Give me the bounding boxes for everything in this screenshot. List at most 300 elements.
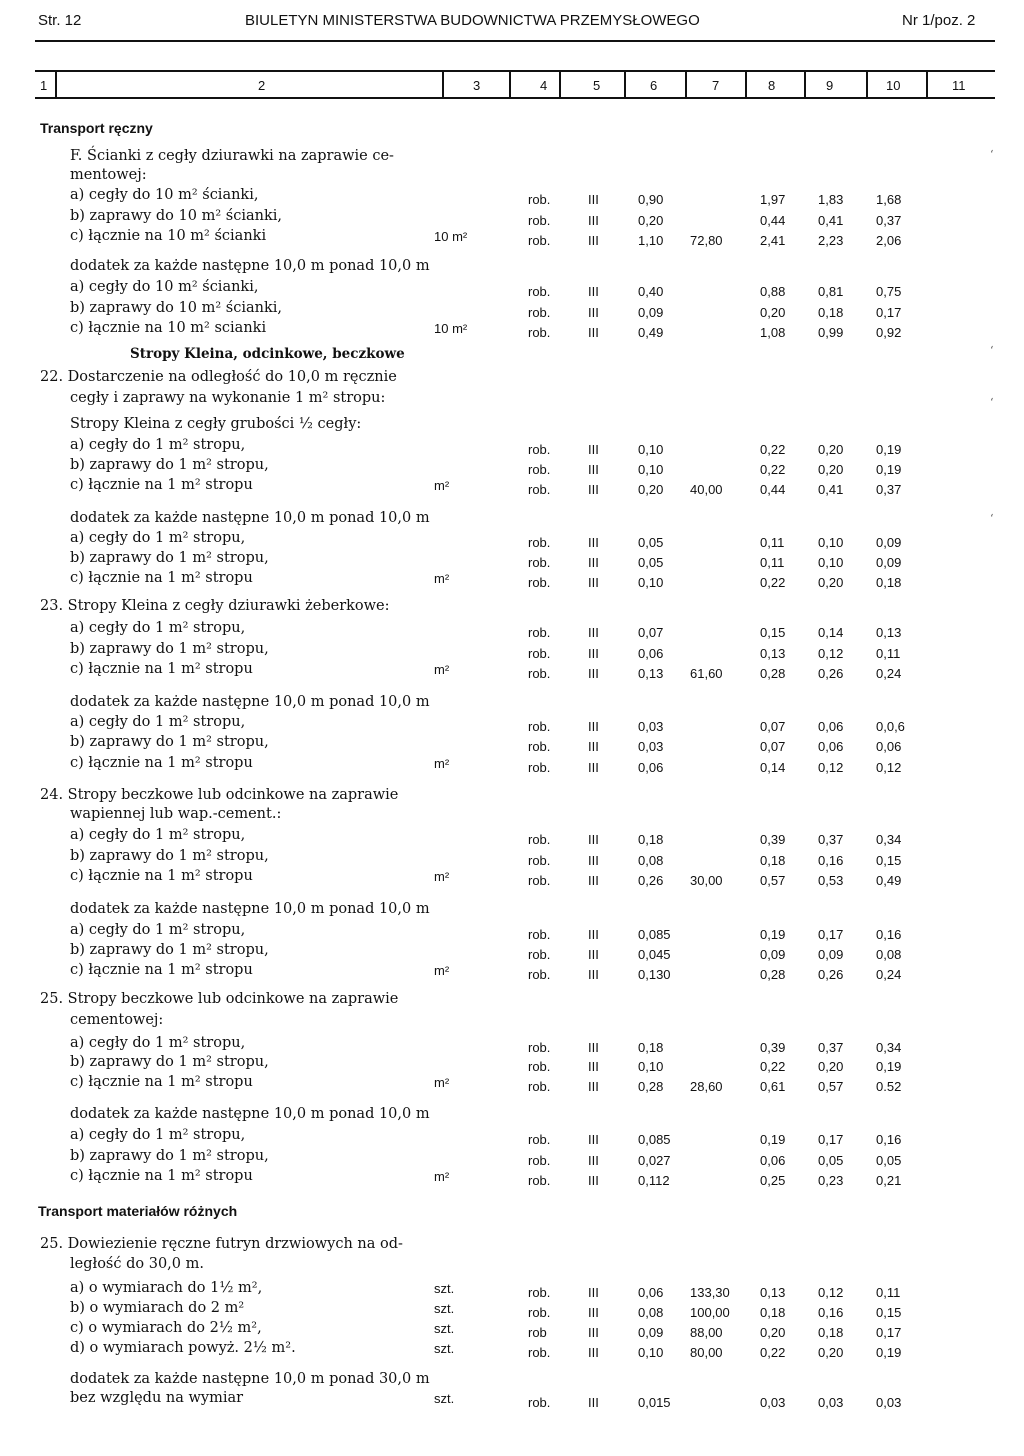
- cell-c7: 0,08: [638, 853, 664, 868]
- cell-c9: 0,03: [760, 1395, 786, 1410]
- cell-c7: 0,08: [638, 1305, 664, 1320]
- margin-mark: ʻ: [990, 344, 994, 357]
- section-transport-materialow: Transport materiałów różnych: [38, 1203, 238, 1219]
- cell-c9: 1,08: [760, 325, 786, 340]
- cell-c11: 0,92: [876, 325, 902, 340]
- cell-c6: III: [588, 233, 599, 248]
- row-label: c) łącznie na 1 m² stropu: [70, 868, 253, 884]
- cell-c4: m²: [434, 869, 450, 884]
- cell-c4: m²: [434, 1169, 450, 1184]
- row-label: c) łącznie na 10 m² ścianki: [70, 228, 267, 244]
- cell-c6: III: [588, 1040, 599, 1055]
- cell-c11: 0,09: [876, 535, 902, 550]
- page-header: [0, 0, 1024, 40]
- row-label: cementowej:: [70, 1012, 164, 1028]
- cell-c7: 0,06: [638, 1285, 664, 1300]
- subsection-kleina: Stropy Kleina, odcinkowe, beczkowe: [130, 346, 405, 362]
- cell-c10: 0,10: [818, 555, 844, 570]
- row-label: c) łącznie na 1 m² stropu: [70, 477, 253, 493]
- row-label: Stropy Kleina z cegły grubości ½ cegły:: [70, 416, 362, 432]
- section-transport-reczny: Transport ręczny: [40, 120, 153, 136]
- cell-c6: III: [588, 555, 599, 570]
- cell-c10: 0,37: [818, 1040, 844, 1055]
- cell-c11: 0,11: [876, 1285, 901, 1300]
- cell-c8: 40,00: [690, 482, 723, 497]
- cell-c5: rob.: [528, 625, 551, 640]
- row-label: c) łącznie na 1 m² stropu: [70, 1168, 253, 1184]
- cell-c7: 0,085: [638, 927, 671, 942]
- cell-c8: 88,00: [690, 1325, 723, 1340]
- cell-c4: m²: [434, 478, 450, 493]
- cell-c5: rob.: [528, 555, 551, 570]
- cell-c8: 61,60: [690, 666, 723, 681]
- cell-c9: 0,28: [760, 967, 786, 982]
- row-label: a) cegły do 1 m² stropu,: [70, 437, 246, 453]
- cell-c10: 0,53: [818, 873, 844, 888]
- row-label: c) o wymiarach do 2½ m²,: [70, 1320, 262, 1336]
- cell-c6: III: [588, 853, 599, 868]
- cell-c5: rob.: [528, 1059, 551, 1074]
- row-label: b) zaprawy do 1 m² stropu,: [70, 734, 269, 750]
- column-header-5: 5: [593, 78, 601, 93]
- cell-c7: 0,10: [638, 1059, 664, 1074]
- cell-c11: 0,08: [876, 947, 902, 962]
- row-label: a) cegły do 1 m² stropu,: [70, 922, 246, 938]
- cell-c7: 0,027: [638, 1153, 671, 1168]
- cell-c6: III: [588, 535, 599, 550]
- cell-c9: 0,44: [760, 482, 786, 497]
- cell-c11: 0,03: [876, 1395, 902, 1410]
- cell-c11: 0,11: [876, 646, 901, 661]
- row-label: dodatek za każde następne 10,0 m ponad 10,0 m: [70, 510, 430, 526]
- row-label: dodatek za każde następne 10,0 m ponad 10,0 m: [70, 1106, 430, 1122]
- cell-c11: 0,37: [876, 482, 902, 497]
- cell-c9: 0,22: [760, 1059, 786, 1074]
- cell-c4: szt.: [434, 1301, 455, 1316]
- cell-c9: 0,11: [760, 535, 785, 550]
- row-label: b) zaprawy do 10 m² ścianki,: [70, 300, 282, 316]
- column-separator: [804, 72, 806, 98]
- cell-c10: 0,18: [818, 1325, 844, 1340]
- cell-c5: rob.: [528, 1132, 551, 1147]
- cell-c6: III: [588, 575, 599, 590]
- column-header-4: 4: [540, 78, 548, 93]
- cell-c11: 0,09: [876, 555, 902, 570]
- cell-c10: 0,05: [818, 1153, 844, 1168]
- row-label: a) cegły do 10 m² ścianki,: [70, 187, 259, 203]
- cell-c6: III: [588, 213, 599, 228]
- margin-mark: ʻ: [990, 148, 994, 161]
- cell-c5: rob.: [528, 1285, 551, 1300]
- cell-c7: 0,10: [638, 1345, 664, 1360]
- cell-c6: III: [588, 1285, 599, 1300]
- cell-c7: 1,10: [638, 233, 664, 248]
- cell-c7: 0,20: [638, 482, 664, 497]
- cell-c11: 0,13: [876, 625, 902, 640]
- cell-c5: rob.: [528, 575, 551, 590]
- cell-c10: 0,41: [818, 213, 844, 228]
- cell-c11: 0,34: [876, 832, 902, 847]
- cell-c10: 0,12: [818, 1285, 844, 1300]
- row-label: b) zaprawy do 1 m² stropu,: [70, 1148, 269, 1164]
- cell-c10: 0,20: [818, 1345, 844, 1360]
- cell-c7: 0,09: [638, 1325, 664, 1340]
- cell-c6: III: [588, 625, 599, 640]
- row-label: c) łącznie na 1 m² stropu: [70, 962, 253, 978]
- column-separator: [559, 72, 561, 98]
- row-label: a) cegły do 1 m² stropu,: [70, 1127, 246, 1143]
- cell-c5: rob.: [528, 666, 551, 681]
- column-header-3: 3: [473, 78, 481, 93]
- cell-c11: 0,15: [876, 853, 902, 868]
- column-separator: [509, 72, 511, 98]
- row-label: a) cegły do 1 m² stropu,: [70, 827, 246, 843]
- cell-c5: rob.: [528, 1153, 551, 1168]
- cell-c6: III: [588, 462, 599, 477]
- cell-c10: 0,17: [818, 1132, 844, 1147]
- cell-c7: 0,112: [638, 1173, 670, 1188]
- cell-c10: 0,18: [818, 305, 844, 320]
- cell-c10: 0,81: [818, 284, 844, 299]
- cell-c7: 0,085: [638, 1132, 671, 1147]
- cell-c9: 0,19: [760, 1132, 786, 1147]
- cell-c6: III: [588, 1305, 599, 1320]
- cell-c11: 0,05: [876, 1153, 902, 1168]
- cell-c4: szt.: [434, 1341, 455, 1356]
- cell-c7: 0,015: [638, 1395, 671, 1410]
- column-header-2: 2: [258, 78, 266, 93]
- cell-c8: 72,80: [690, 233, 723, 248]
- cell-c4: m²: [434, 756, 450, 771]
- cell-c7: 0,03: [638, 739, 664, 754]
- row-label: mentowej:: [70, 167, 147, 183]
- cell-c10: 1,83: [818, 192, 844, 207]
- cell-c7: 0,28: [638, 1079, 664, 1094]
- cell-c6: III: [588, 967, 599, 982]
- cell-c7: 0,10: [638, 442, 664, 457]
- cell-c7: 0,06: [638, 646, 664, 661]
- row-label: wapiennej lub wap.-cement.:: [70, 806, 282, 822]
- cell-c5: rob.: [528, 739, 551, 754]
- cell-c7: 0,13: [638, 666, 664, 681]
- cell-c5: rob.: [528, 853, 551, 868]
- cell-c5: rob.: [528, 233, 551, 248]
- row-label: b) zaprawy do 1 m² stropu,: [70, 641, 269, 657]
- cell-c9: 0,57: [760, 873, 786, 888]
- row-label: 23. Stropy Kleina z cegły dziurawki żeberkowe:: [40, 598, 390, 614]
- cell-c4: m²: [434, 571, 450, 586]
- cell-c9: 0,07: [760, 739, 786, 754]
- cell-c11: 0,19: [876, 1059, 902, 1074]
- cell-c9: 0,09: [760, 947, 786, 962]
- cell-c7: 0,90: [638, 192, 664, 207]
- column-separator: [442, 72, 444, 98]
- row-label: a) cegły do 10 m² ścianki,: [70, 279, 259, 295]
- cell-c4: szt.: [434, 1391, 455, 1406]
- cell-c8: 100,00: [690, 1305, 730, 1320]
- row-label: c) łącznie na 1 m² stropu: [70, 1074, 253, 1090]
- row-label: a) cegły do 1 m² stropu,: [70, 530, 246, 546]
- cell-c10: 0,06: [818, 719, 844, 734]
- cell-c8: 30,00: [690, 873, 723, 888]
- cell-c5: rob.: [528, 967, 551, 982]
- cell-c11: 0,17: [876, 305, 902, 320]
- cell-c6: III: [588, 325, 599, 340]
- cell-c11: 0,19: [876, 442, 902, 457]
- cell-c10: 0,26: [818, 666, 844, 681]
- cell-c9: 0,22: [760, 462, 786, 477]
- cell-c5: rob.: [528, 832, 551, 847]
- cell-c6: III: [588, 1153, 599, 1168]
- cell-c5: rob.: [528, 760, 551, 775]
- cell-c5: rob.: [528, 462, 551, 477]
- cell-c9: 0,20: [760, 1325, 786, 1340]
- cell-c4: szt.: [434, 1321, 455, 1336]
- cell-c11: 0,16: [876, 1132, 902, 1147]
- cell-c4: m²: [434, 662, 450, 677]
- row-label: a) cegły do 1 m² stropu,: [70, 714, 246, 730]
- cell-c6: III: [588, 927, 599, 942]
- column-separator: [745, 72, 747, 98]
- cell-c7: 0,10: [638, 462, 664, 477]
- cell-c11: 0,06: [876, 739, 902, 754]
- cell-c7: 0,130: [638, 967, 671, 982]
- cell-c9: 0,28: [760, 666, 786, 681]
- cell-c5: rob.: [528, 482, 551, 497]
- cell-c7: 0,20: [638, 213, 664, 228]
- cell-c11: 0,24: [876, 967, 902, 982]
- cell-c10: 0,37: [818, 832, 844, 847]
- cell-c6: III: [588, 442, 599, 457]
- cell-c5: rob.: [528, 947, 551, 962]
- cell-c10: 0,23: [818, 1173, 844, 1188]
- cell-c7: 0,40: [638, 284, 664, 299]
- column-separator: [624, 72, 626, 98]
- cell-c11: 0,21: [876, 1173, 902, 1188]
- cell-c9: 0,22: [760, 1345, 786, 1360]
- cell-c10: 0,41: [818, 482, 844, 497]
- cell-c9: 0,22: [760, 442, 786, 457]
- column-header-7: 7: [712, 78, 720, 93]
- cell-c5: rob.: [528, 535, 551, 550]
- cell-c6: III: [588, 719, 599, 734]
- column-header-11: 11: [952, 78, 966, 93]
- cell-c7: 0,07: [638, 625, 664, 640]
- journal-title: BIULETYN MINISTERSTWA BUDOWNICTWA PRZEMYSŁOWEGO: [245, 12, 700, 29]
- header-rule: [35, 40, 995, 42]
- cell-c10: 0,16: [818, 1305, 844, 1320]
- cell-c5: rob: [528, 1325, 547, 1340]
- cell-c9: 0,22: [760, 575, 786, 590]
- cell-c10: 0,20: [818, 462, 844, 477]
- cell-c7: 0,18: [638, 832, 664, 847]
- column-separator: [685, 72, 687, 98]
- cell-c10: 0,14: [818, 625, 844, 640]
- cell-c9: 0,39: [760, 1040, 786, 1055]
- cell-c6: III: [588, 305, 599, 320]
- cell-c10: 0,09: [818, 947, 844, 962]
- column-separator: [926, 72, 928, 98]
- cell-c9: 0,18: [760, 1305, 786, 1320]
- row-label: cegły i zaprawy na wykonanie 1 m² stropu:: [70, 390, 386, 406]
- cell-c9: 0,06: [760, 1153, 786, 1168]
- page-number: Str. 12: [38, 12, 82, 29]
- cell-c9: 0,13: [760, 1285, 786, 1300]
- row-label: dodatek za każde następne 10,0 m ponad 30,0 m: [70, 1371, 430, 1387]
- cell-c11: 0,12: [876, 760, 902, 775]
- cell-c9: 0,61: [760, 1079, 786, 1094]
- cell-c5: rob.: [528, 284, 551, 299]
- cell-c7: 0,09: [638, 305, 664, 320]
- cell-c10: 0,20: [818, 442, 844, 457]
- cell-c7: 0,26: [638, 873, 664, 888]
- row-label: a) o wymiarach do 1½ m²,: [70, 1280, 263, 1296]
- cell-c6: III: [588, 192, 599, 207]
- cell-c10: 0,10: [818, 535, 844, 550]
- cell-c5: rob.: [528, 192, 551, 207]
- cell-c6: III: [588, 1345, 599, 1360]
- row-label: a) cegły do 1 m² stropu,: [70, 1035, 246, 1051]
- cell-c7: 0,06: [638, 760, 664, 775]
- cell-c6: III: [588, 1079, 599, 1094]
- cell-c9: 0,39: [760, 832, 786, 847]
- cell-c7: 0,03: [638, 719, 664, 734]
- cell-c9: 0,07: [760, 719, 786, 734]
- cell-c5: rob.: [528, 1040, 551, 1055]
- cell-c6: III: [588, 666, 599, 681]
- cell-c5: rob.: [528, 1305, 551, 1320]
- table-top-rule: [35, 70, 995, 72]
- row-label: c) łącznie na 10 m² scianki: [70, 320, 267, 336]
- row-label: b) zaprawy do 1 m² stropu,: [70, 457, 269, 473]
- cell-c9: 0,14: [760, 760, 786, 775]
- cell-c11: 0,37: [876, 213, 902, 228]
- cell-c9: 0,15: [760, 625, 786, 640]
- row-label: c) łącznie na 1 m² stropu: [70, 570, 253, 586]
- cell-c4: 10 m²: [434, 321, 468, 336]
- margin-mark: ʻ: [990, 396, 994, 409]
- cell-c10: 0,26: [818, 967, 844, 982]
- cell-c5: rob.: [528, 719, 551, 734]
- row-label: a) cegły do 1 m² stropu,: [70, 620, 246, 636]
- cell-c7: 0,05: [638, 535, 664, 550]
- cell-c6: III: [588, 947, 599, 962]
- cell-c9: 0,18: [760, 853, 786, 868]
- cell-c5: rob.: [528, 646, 551, 661]
- cell-c10: 0,17: [818, 927, 844, 942]
- cell-c11: 0,15: [876, 1305, 902, 1320]
- cell-c6: III: [588, 1325, 599, 1340]
- cell-c6: III: [588, 739, 599, 754]
- cell-c9: 0,19: [760, 927, 786, 942]
- cell-c11: 0,24: [876, 666, 902, 681]
- row-label: dodatek za każde następne 10,0 m ponad 10,0 m: [70, 694, 430, 710]
- cell-c11: 0.52: [876, 1079, 902, 1094]
- cell-c6: III: [588, 1059, 599, 1074]
- margin-mark: ʻ: [990, 512, 994, 525]
- cell-c7: 0,05: [638, 555, 664, 570]
- row-label: c) łącznie na 1 m² stropu: [70, 755, 253, 771]
- cell-c11: 0,75: [876, 284, 902, 299]
- cell-c10: 2,23: [818, 233, 844, 248]
- cell-c9: 1,97: [760, 192, 786, 207]
- column-header-9: 9: [826, 78, 834, 93]
- cell-c7: 0,18: [638, 1040, 664, 1055]
- row-label: b) zaprawy do 1 m² stropu,: [70, 848, 269, 864]
- cell-c10: 0,20: [818, 1059, 844, 1074]
- cell-c9: 0,44: [760, 213, 786, 228]
- column-header-10: 10: [886, 78, 901, 93]
- cell-c5: rob.: [528, 325, 551, 340]
- row-label: b) zaprawy do 1 m² stropu,: [70, 550, 269, 566]
- cell-c11: 0,34: [876, 1040, 902, 1055]
- cell-c8: 80,00: [690, 1345, 723, 1360]
- cell-c5: rob.: [528, 213, 551, 228]
- cell-c4: szt.: [434, 1281, 455, 1296]
- cell-c7: 0,10: [638, 575, 664, 590]
- column-header-6: 6: [650, 78, 658, 93]
- row-label: F. Ścianki z cegły dziurawki na zaprawie ce-: [70, 148, 394, 164]
- cell-c6: III: [588, 1173, 599, 1188]
- row-label: 25. Dowiezienie ręczne futryn drzwiowych na od-: [40, 1236, 403, 1252]
- cell-c9: 2,41: [760, 233, 786, 248]
- cell-c9: 0,88: [760, 284, 786, 299]
- cell-c6: III: [588, 482, 599, 497]
- cell-c11: 0,16: [876, 927, 902, 942]
- row-label: bez względu na wymiar: [70, 1390, 244, 1406]
- cell-c11: 0,18: [876, 575, 902, 590]
- cell-c10: 0,57: [818, 1079, 844, 1094]
- column-separator: [866, 72, 868, 98]
- row-label: 24. Stropy beczkowe lub odcinkowe na zaprawie: [40, 787, 399, 803]
- cell-c4: m²: [434, 1075, 450, 1090]
- cell-c5: rob.: [528, 927, 551, 942]
- row-label: d) o wymiarach powyż. 2½ m².: [70, 1340, 296, 1356]
- cell-c11: 0,49: [876, 873, 902, 888]
- cell-c5: rob.: [528, 442, 551, 457]
- cell-c10: 0,06: [818, 739, 844, 754]
- row-label: dodatek za każde następne 10,0 m ponad 10,0 m: [70, 258, 430, 274]
- row-label: b) zaprawy do 1 m² stropu,: [70, 942, 269, 958]
- cell-c6: III: [588, 1132, 599, 1147]
- cell-c9: 0,25: [760, 1173, 786, 1188]
- row-label: c) łącznie na 1 m² stropu: [70, 661, 253, 677]
- cell-c11: 0,17: [876, 1325, 902, 1340]
- row-label: b) zaprawy do 1 m² stropu,: [70, 1054, 269, 1070]
- cell-c5: rob.: [528, 1173, 551, 1188]
- cell-c6: III: [588, 284, 599, 299]
- cell-c10: 0,20: [818, 575, 844, 590]
- cell-c6: III: [588, 832, 599, 847]
- cell-c7: 0,045: [638, 947, 671, 962]
- cell-c11: 0,0,6: [876, 719, 905, 734]
- cell-c5: rob.: [528, 305, 551, 320]
- cell-c11: 0,19: [876, 1345, 902, 1360]
- cell-c11: 0,19: [876, 462, 902, 477]
- cell-c5: rob.: [528, 1395, 551, 1410]
- row-label: b) o wymiarach do 2 m²: [70, 1300, 245, 1316]
- cell-c6: III: [588, 1395, 599, 1410]
- cell-c4: 10 m²: [434, 229, 468, 244]
- row-label: b) zaprawy do 10 m² ścianki,: [70, 208, 282, 224]
- cell-c11: 2,06: [876, 233, 902, 248]
- row-label: 22. Dostarczenie na odległość do 10,0 m ręcznie: [40, 369, 397, 385]
- cell-c6: III: [588, 873, 599, 888]
- row-label: 25. Stropy beczkowe lub odcinkowe na zaprawie: [40, 991, 399, 1007]
- table-header-rule: [35, 97, 995, 99]
- row-label: ległość do 30,0 m.: [70, 1256, 204, 1272]
- cell-c8: 28,60: [690, 1079, 723, 1094]
